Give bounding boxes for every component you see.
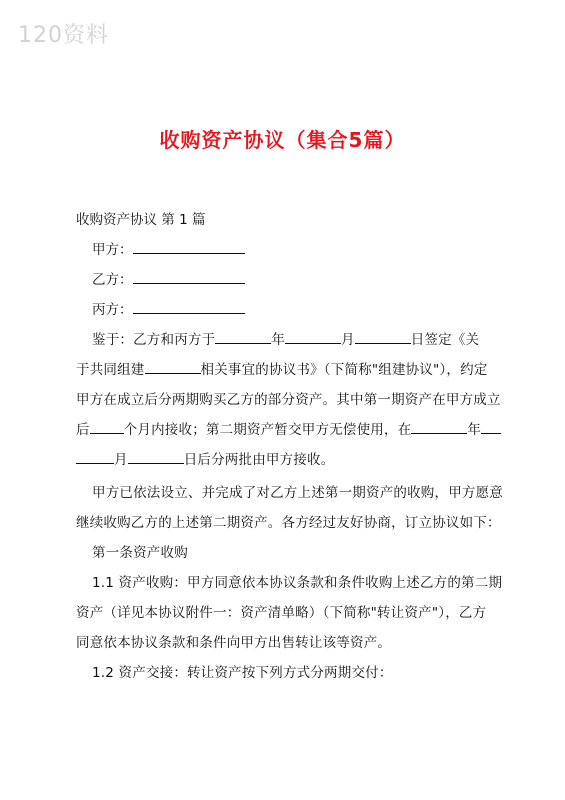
- date-blank: [411, 419, 467, 434]
- party-a-blank: [133, 239, 245, 254]
- article-1-heading: 第一条资产收购: [92, 545, 188, 561]
- party-a-label: 甲方：: [92, 242, 133, 258]
- clause-1-1-line-2: 资产（详见本协议附件一：资产清单略）（下简称"转让资产"），乙方: [76, 605, 487, 621]
- date-blank: [285, 329, 341, 344]
- recital-text: 于共同组建: [76, 362, 145, 378]
- recital-a-line-3: [76, 388, 501, 408]
- clause-1-1-line-1: 1.1 资产收购：甲方同意依本协议条款和条件收购上述乙方的第二期: [92, 575, 503, 591]
- recital-text: 相关事宜的协议书》（下简称"组建协议"），约定: [200, 362, 488, 378]
- recital-text: 月: [114, 452, 128, 468]
- recital-text: 鉴于：乙方和丙方于: [92, 332, 216, 348]
- date-blank: [215, 329, 271, 344]
- clause-1-2-line: 1.2 资产交接：转让资产按下列方式分两期交付：: [92, 665, 393, 681]
- recital-text: 年: [271, 332, 286, 348]
- party-a-line: [92, 238, 245, 258]
- clause-1-1-line-3: 同意依本协议条款和条件向甲方出售转让该等资产。: [76, 635, 392, 651]
- date-blank: [355, 329, 411, 344]
- recital-a-line-5: [76, 448, 334, 468]
- watermark-text: 120资料: [18, 23, 109, 48]
- recital-text: 甲方在成立后分两期购买乙方的部分资产。其中第一期资产在甲方成立: [76, 392, 501, 408]
- party-c-blank: [133, 299, 245, 314]
- party-b-line: [92, 268, 245, 288]
- month-count-blank: [90, 419, 124, 434]
- company-blank: [145, 359, 201, 374]
- date-blank: [481, 419, 501, 434]
- date-blank: [128, 449, 184, 464]
- party-c-label: 丙方：: [92, 302, 133, 318]
- recital-a-line-1: [76, 328, 479, 348]
- recital-a-line-4: [76, 418, 501, 438]
- date-blank: [76, 449, 114, 464]
- recital-text: 月: [341, 332, 355, 348]
- recital-b-line-2: 继续收购乙方的上述第二期资产。各方经过友好协商，订立协议如下：: [76, 515, 501, 531]
- recital-b-line-1: 甲方已依法设立、并完成了对乙方上述第一期资产的收购，甲方愿意: [92, 485, 503, 501]
- document-title: 收购资产协议（集合5篇）: [159, 128, 406, 152]
- recital-text: 日签定《关: [410, 332, 480, 348]
- recital-text: 年: [467, 422, 482, 438]
- section-heading: 收购资产协议 第 1 篇: [76, 212, 206, 228]
- recital-a-line-2: [76, 358, 488, 378]
- recital-text: 个月内接收；第二期资产暂交甲方无偿使用，在: [123, 422, 412, 438]
- party-b-label: 乙方：: [92, 272, 133, 288]
- recital-text: 日后分两批由甲方接收。: [183, 452, 335, 468]
- party-b-blank: [133, 269, 245, 284]
- recital-text: 后: [76, 422, 90, 438]
- party-c-line: [92, 298, 245, 318]
